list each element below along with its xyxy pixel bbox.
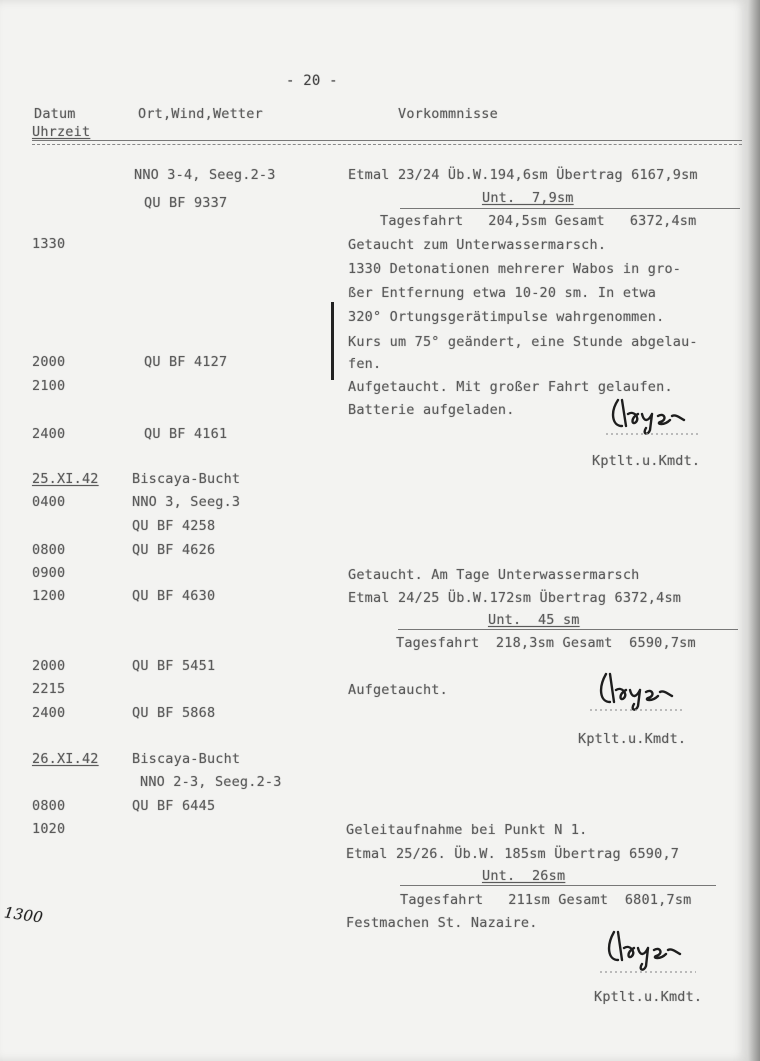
margin-marker-bar [331, 302, 334, 380]
header-rule [32, 140, 742, 141]
time-cell: 2000 [32, 658, 66, 674]
place-cell: Biscaya-Bucht [132, 471, 241, 487]
time-cell: 1020 [32, 821, 66, 837]
time-cell: 1330 [32, 236, 66, 252]
place-cell: NNO 3-4, Seeg.2-3 [134, 167, 276, 183]
header-datum: Datum [34, 106, 76, 122]
log-line: Tagesfahrt 218,3sm Gesamt 6590,7sm [396, 635, 696, 651]
log-line: Unt. 45 sm [488, 612, 580, 628]
place-cell: NNO 2-3, Seeg.2-3 [140, 774, 282, 790]
place-cell: Biscaya-Bucht [132, 751, 241, 767]
date-cell: 25.XI.42 [32, 471, 99, 487]
time-cell: 0900 [32, 565, 66, 581]
log-line: Aufgetaucht. [348, 682, 448, 698]
place-cell: QU BF 6445 [132, 798, 216, 814]
log-line: ßer Entfernung etwa 10-20 sm. In etwa [348, 285, 657, 301]
header-ort-wind-wetter: Ort,Wind,Wetter [138, 106, 263, 122]
time-cell: 2400 [32, 705, 66, 721]
date-cell: 26.XI.42 [32, 751, 99, 767]
log-line: Kurs um 75° geändert, eine Stunde abgelau- [348, 334, 698, 350]
page-number: - 20 - [286, 73, 338, 89]
place-cell: QU BF 4630 [132, 588, 216, 604]
place-cell: QU BF 4127 [144, 354, 228, 370]
place-cell: NNO 3, Seeg.3 [132, 494, 241, 510]
header-uhrzeit: Uhrzeit [32, 124, 91, 140]
log-line: Batterie aufgeladen. [348, 402, 515, 418]
sum-rule [400, 208, 740, 209]
sum-rule [400, 885, 716, 886]
time-cell: 2100 [32, 378, 66, 394]
header-vorkommnisse: Vorkommnisse [398, 106, 498, 122]
log-line: Festmachen St. Nazaire. [346, 915, 538, 931]
signature-2 [586, 666, 696, 716]
time-cell: 0400 [32, 494, 66, 510]
signature-1 [600, 392, 710, 438]
log-line: Getaucht zum Unterwassermarsch. [348, 237, 607, 253]
time-cell: 2000 [32, 354, 66, 370]
log-line: Etmal 25/26. Üb.W. 185sm Übertrag 6590,7 [346, 846, 680, 862]
log-line: Geleitaufnahme bei Punkt N 1. [346, 822, 588, 838]
place-cell: QU BF 9337 [144, 195, 228, 211]
place-cell: QU BF 4626 [132, 542, 216, 558]
log-line: Tagesfahrt 204,5sm Gesamt 6372,4sm [380, 213, 697, 229]
signature-3 [596, 922, 706, 978]
header-rule-dashed [32, 144, 742, 145]
handwritten-margin-note: 1300 [2, 903, 45, 927]
time-cell: 0800 [32, 542, 66, 558]
log-line: Etmal 24/25 Üb.W.172sm Übertrag 6372,4sm [348, 590, 682, 606]
log-line: 320° Ortungsgerätimpulse wahrgenommen. [348, 309, 665, 325]
signature-title: Kptlt.u.Kmdt. [592, 453, 701, 469]
log-line: Etmal 23/24 Üb.W.194,6sm Übertrag 6167,9sm [348, 167, 698, 183]
log-line: Unt. 26sm [482, 868, 566, 884]
time-cell: 1200 [32, 588, 66, 604]
log-line: Aufgetaucht. Mit großer Fahrt gelaufen. [348, 379, 673, 395]
place-cell: QU BF 5451 [132, 658, 216, 674]
place-cell: QU BF 4161 [144, 426, 228, 442]
log-line: Getaucht. Am Tage Unterwassermarsch [348, 567, 640, 583]
sum-rule [398, 629, 738, 630]
signature-title: Kptlt.u.Kmdt. [578, 731, 687, 747]
place-cell: QU BF 4258 [132, 518, 216, 534]
log-line: fen. [348, 356, 382, 372]
log-line: Tagesfahrt 211sm Gesamt 6801,7sm [400, 892, 692, 908]
place-cell: QU BF 5868 [132, 705, 216, 721]
log-line: 1330 Detonationen mehrerer Wabos in gro- [348, 261, 682, 277]
signature-title: Kptlt.u.Kmdt. [594, 989, 703, 1005]
log-line: Unt. 7,9sm [482, 190, 574, 206]
time-cell: 2215 [32, 681, 66, 697]
time-cell: 2400 [32, 426, 66, 442]
page-edge-shadow [748, 0, 760, 1061]
time-cell: 0800 [32, 798, 66, 814]
